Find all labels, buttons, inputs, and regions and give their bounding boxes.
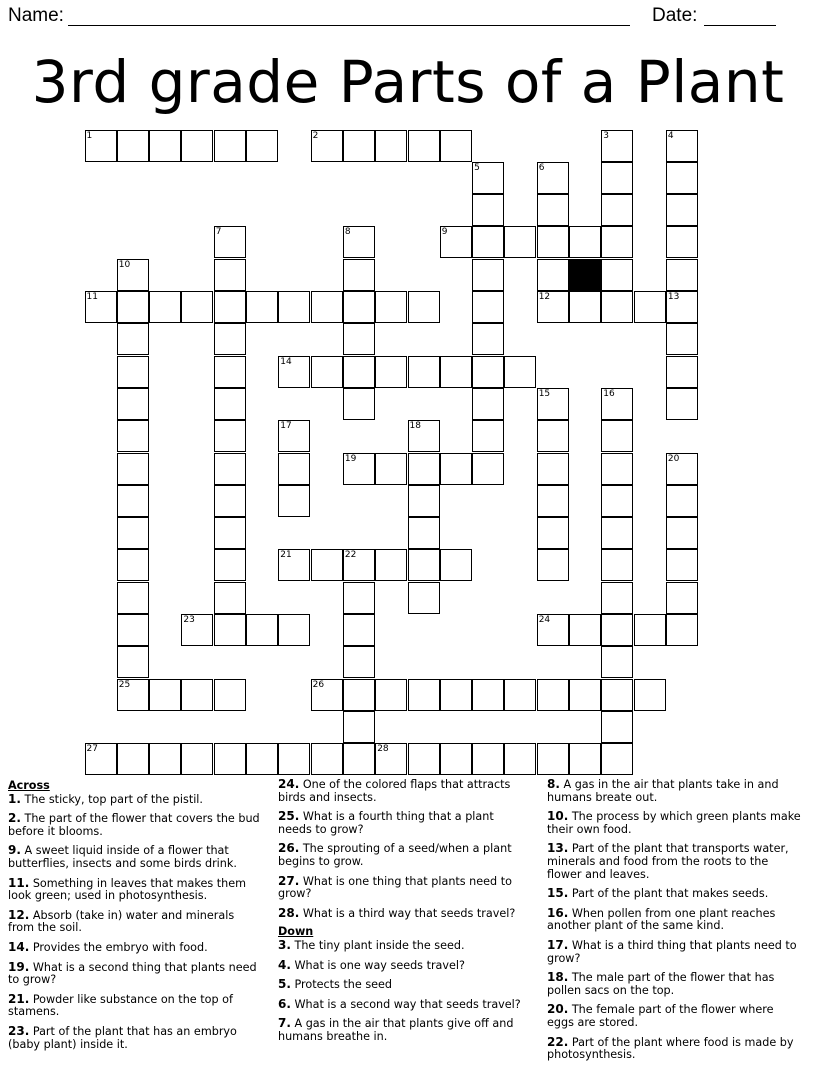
crossword-cell[interactable] (117, 388, 149, 420)
clue-item-text: Absorb (take in) water and minerals from the soil. (8, 908, 235, 935)
crossword-cell[interactable] (408, 453, 440, 485)
crossword-cell[interactable] (375, 743, 407, 775)
clue-item-number: 16. (547, 905, 569, 920)
crossword-cell[interactable] (666, 130, 698, 162)
crossword-cell[interactable] (214, 291, 246, 323)
clue-item-number: 1. (8, 791, 21, 806)
clue-item-number: 23. (8, 1023, 30, 1038)
crossword-cell[interactable] (569, 226, 601, 258)
crossword-cell[interactable] (117, 420, 149, 452)
crossword-cell[interactable] (117, 485, 149, 517)
crossword-cell[interactable] (246, 743, 278, 775)
clue-item-text: Provides the embryo with food. (32, 940, 208, 954)
crossword-cell[interactable] (214, 130, 246, 162)
crossword-cell[interactable] (601, 711, 633, 743)
crossword-cell[interactable] (601, 646, 633, 678)
crossword-cell[interactable] (472, 259, 504, 291)
crossword-cell[interactable] (472, 226, 504, 258)
clue-item-number: 3. (278, 937, 291, 952)
crossword-cell[interactable] (85, 291, 117, 323)
crossword-cell[interactable] (601, 130, 633, 162)
crossword-cell[interactable] (311, 291, 343, 323)
crossword-cell[interactable] (343, 614, 375, 646)
clue-item-number: 22. (547, 1034, 569, 1049)
crossword-cell[interactable] (343, 291, 375, 323)
crossword-cell[interactable] (214, 226, 246, 258)
crossword-cell[interactable] (408, 420, 440, 452)
crossword-cell[interactable] (181, 291, 213, 323)
crossword-cell[interactable] (214, 614, 246, 646)
section-heading: Down (278, 925, 314, 939)
clue-item-text: Part of the plant where food is made by photosynthesis. (547, 1035, 794, 1062)
clue-item-number: 5. (278, 977, 291, 992)
crossword-cell[interactable] (472, 743, 504, 775)
clue-number: 12 (538, 292, 551, 302)
clue-item (278, 778, 530, 804)
clue-number: 22 (344, 550, 357, 561)
clue-item-number: 27. (278, 873, 300, 888)
clue-item (547, 1003, 803, 1029)
crossword-cell[interactable] (278, 743, 310, 775)
crossword-cell[interactable] (408, 291, 440, 323)
crossword-cell[interactable] (601, 743, 633, 775)
crossword-cell[interactable] (472, 356, 504, 388)
section-heading: Across (8, 779, 50, 792)
crossword-cell[interactable] (537, 420, 569, 452)
crossword-cell[interactable] (537, 517, 569, 549)
clue-item (8, 1025, 260, 1051)
crossword-cell[interactable] (408, 679, 440, 711)
clue-item (8, 877, 260, 903)
crossword-cell[interactable] (601, 679, 633, 711)
crossword-cell[interactable] (117, 582, 149, 614)
clue-item (278, 842, 530, 868)
crossword-cell[interactable] (311, 356, 343, 388)
crossword-cell[interactable] (214, 323, 246, 355)
crossword-cell[interactable] (440, 130, 472, 162)
clue-number: 25 (118, 679, 131, 690)
clue-number: 14 (280, 356, 292, 367)
clue-column-1 (8, 778, 260, 1057)
crossword-cell[interactable] (278, 453, 310, 485)
crossword-cell[interactable] (311, 743, 343, 775)
clue-item-number: 13. (547, 841, 569, 856)
clue-item-number: 20. (547, 1002, 569, 1017)
clue-item-number: 15. (547, 886, 569, 901)
clue-item (8, 993, 260, 1019)
crossword-cell[interactable] (343, 646, 375, 678)
crossword-cell[interactable] (666, 356, 698, 388)
crossword-cell[interactable] (343, 130, 375, 162)
crossword-cell[interactable] (666, 549, 698, 581)
crossword-cell[interactable] (472, 194, 504, 226)
clue-item-text: What is a second thing that plants need to grow? (8, 960, 257, 987)
crossword-cell[interactable] (537, 679, 569, 711)
crossword-cell[interactable] (537, 162, 569, 194)
crossword-cell[interactable] (601, 517, 633, 549)
crossword-cell[interactable] (440, 453, 472, 485)
crossword-cell[interactable] (504, 679, 536, 711)
clue-number: 3 (603, 130, 610, 141)
crossword-cell[interactable] (601, 582, 633, 614)
clue-item (547, 971, 803, 997)
crossword-cell[interactable] (117, 130, 149, 162)
clue-item-text: A gas in the air that plants take in and humans breate out. (547, 778, 779, 804)
crossword-cell[interactable] (343, 226, 375, 258)
crossword-cell[interactable] (472, 679, 504, 711)
crossword-cell[interactable] (149, 679, 181, 711)
crossword-cell[interactable] (601, 388, 633, 420)
crossword-cell[interactable] (117, 356, 149, 388)
clue-number: 4 (667, 130, 674, 141)
clue-item-text: A sweet liquid inside of a flower that butterflies, insects and some birds drink. (8, 844, 237, 870)
crossword-cell[interactable] (214, 517, 246, 549)
crossword-cell[interactable] (181, 130, 213, 162)
crossword-cell[interactable] (149, 291, 181, 323)
crossword-cell[interactable] (181, 679, 213, 711)
crossword-cell[interactable] (504, 743, 536, 775)
crossword-cell[interactable] (343, 711, 375, 743)
clue-item (278, 1017, 530, 1043)
clue-item-text: What is a fourth thing that a plant needs to grow? (278, 810, 494, 836)
crossword-cell[interactable] (537, 226, 569, 258)
crossword-cell[interactable] (569, 743, 601, 775)
crossword-cell[interactable] (408, 549, 440, 581)
crossword-cell[interactable] (440, 549, 472, 581)
clue-number: 27 (86, 744, 98, 755)
crossword-cell[interactable] (537, 388, 569, 420)
crossword-cell[interactable] (537, 549, 569, 581)
crossword-cell[interactable] (537, 259, 569, 291)
clue-item (278, 810, 530, 836)
clue-item (547, 1036, 803, 1062)
clue-item-text: What is a second way that seeds travel? (294, 997, 521, 1011)
clue-number: 11 (86, 292, 98, 302)
crossword-cell[interactable] (504, 356, 536, 388)
clue-column-2 (278, 778, 530, 1050)
crossword-cell[interactable] (408, 517, 440, 549)
clue-number: 9 (441, 227, 448, 238)
clue-item-text: The part of the flower that covers the bud before it blooms. (8, 812, 260, 838)
crossword-cell[interactable] (601, 453, 633, 485)
crossword-cell[interactable] (666, 614, 698, 646)
clue-item-number: 17. (547, 937, 569, 952)
crossword-cell[interactable] (214, 743, 246, 775)
crossword-cell[interactable] (666, 226, 698, 258)
crossword-cell[interactable] (375, 679, 407, 711)
clue-item-text: One of the colored flaps that attracts birds and insects. (278, 778, 511, 804)
crossword-cell[interactable] (601, 614, 633, 646)
crossword-cell[interactable] (634, 614, 666, 646)
clue-item-text: The male part of the flower that has pollen sacs on the top. (547, 971, 775, 997)
clue-item (278, 907, 530, 921)
crossword-cell[interactable] (214, 582, 246, 614)
crossword-cell[interactable] (537, 743, 569, 775)
clue-item-text: A gas in the air that plants give off and humans breathe in. (278, 1017, 514, 1043)
crossword-cell[interactable] (472, 388, 504, 420)
clue-item (278, 978, 530, 992)
clue-item (547, 778, 803, 804)
crossword-cell[interactable] (666, 485, 698, 517)
crossword-cell[interactable] (537, 614, 569, 646)
crossword-cell[interactable] (440, 226, 472, 258)
crossword-cell[interactable] (343, 259, 375, 291)
crossword-cell[interactable] (375, 453, 407, 485)
clue-item-text: Part of the plant that transports water, minerals and food from the roots to the flower and leaves. (547, 842, 789, 881)
crossword-cell[interactable] (537, 291, 569, 323)
crossword-cell[interactable] (181, 614, 213, 646)
clue-number: 15 (538, 388, 551, 399)
page-title: 3rd grade Parts of a Plant (31, 48, 785, 116)
clue-item (278, 998, 530, 1012)
crossword-cell[interactable] (601, 549, 633, 581)
crossword-cell[interactable] (214, 679, 246, 711)
crossword-cell[interactable] (666, 162, 698, 194)
clue-item-text: Part of the plant that makes seeds. (571, 887, 769, 901)
crossword-cell[interactable] (343, 388, 375, 420)
clue-item-number: 11. (8, 875, 30, 890)
clue-item-text: The process by which green plants make their own food. (547, 810, 801, 836)
crossword-cell[interactable] (343, 743, 375, 775)
crossword-cell[interactable] (408, 130, 440, 162)
crossword-cell[interactable] (504, 226, 536, 258)
clue-item (8, 844, 260, 870)
clue-number: 8 (344, 227, 351, 238)
crossword-cell[interactable] (343, 549, 375, 581)
crossword-cell[interactable] (408, 356, 440, 388)
crossword-cell[interactable] (666, 259, 698, 291)
clue-number: 13 (667, 292, 680, 302)
clue-number: 28 (377, 744, 389, 755)
crossword-cell[interactable] (278, 291, 310, 323)
crossword-cell[interactable] (472, 453, 504, 485)
crossword-cell[interactable] (117, 679, 149, 711)
clue-item (547, 907, 803, 933)
clue-number: 21 (280, 550, 292, 561)
clue-item-number: 24. (278, 777, 300, 791)
crossword-cell[interactable] (634, 291, 666, 323)
crossword-cell[interactable] (246, 291, 278, 323)
crossword-cell[interactable] (85, 743, 117, 775)
clue-number: 24 (538, 615, 551, 625)
crossword-cell[interactable] (214, 356, 246, 388)
clue-item-number: 7. (278, 1016, 291, 1031)
clue-item-number: 2. (8, 811, 21, 826)
clue-item-number: 19. (8, 959, 30, 974)
clue-item-number: 6. (278, 996, 291, 1011)
crossword-cell[interactable] (601, 226, 633, 258)
crossword-cell[interactable] (85, 130, 117, 162)
crossword-cell[interactable] (149, 130, 181, 162)
crossword-cell[interactable] (278, 485, 310, 517)
clue-item-number: 28. (278, 905, 300, 920)
crossword-cell[interactable] (311, 130, 343, 162)
clue-item-number: 18. (547, 970, 569, 985)
crossword-cell[interactable] (666, 453, 698, 485)
clue-number: 1 (86, 130, 93, 141)
crossword-cell[interactable] (601, 291, 633, 323)
clue-item-text: The sticky, top part of the pistil. (24, 792, 203, 806)
crossword-cell[interactable] (278, 420, 310, 452)
crossword-cell[interactable] (117, 614, 149, 646)
clue-item-text: Something in leaves that makes them look green; used in photosynthesis. (8, 876, 247, 903)
crossword-cell[interactable] (666, 517, 698, 549)
crossword-cell[interactable] (375, 356, 407, 388)
crossword-cell[interactable] (117, 517, 149, 549)
crossword-cell[interactable] (343, 679, 375, 711)
crossword-cell[interactable] (246, 614, 278, 646)
black-cell (569, 259, 601, 291)
crossword-cell[interactable] (666, 291, 698, 323)
clue-item-number: 14. (8, 939, 30, 954)
crossword-cell[interactable] (117, 743, 149, 775)
crossword-cell[interactable] (408, 582, 440, 614)
crossword-cell[interactable] (343, 356, 375, 388)
clue-item-number: 10. (547, 809, 569, 824)
clue-item (8, 961, 260, 987)
clue-item (547, 939, 803, 965)
crossword-cell[interactable] (117, 259, 149, 291)
crossword-cell[interactable] (472, 162, 504, 194)
crossword-cell[interactable] (343, 323, 375, 355)
clue-item-text: The female part of the flower where eggs are stored. (547, 1003, 774, 1029)
crossword-cell[interactable] (440, 679, 472, 711)
crossword-cell[interactable] (246, 130, 278, 162)
crossword-cell[interactable] (472, 420, 504, 452)
crossword-cell[interactable] (666, 582, 698, 614)
clue-number: 26 (312, 679, 325, 690)
crossword-cell[interactable] (117, 646, 149, 678)
clue-item-text: What is a third way that seeds travel? (302, 906, 516, 920)
clue-item-text: What is one thing that plants need to grow? (278, 874, 512, 901)
crossword-cell[interactable] (311, 549, 343, 581)
clue-item (8, 941, 260, 955)
clue-number: 17 (280, 421, 292, 432)
crossword-cell[interactable] (601, 420, 633, 452)
clue-item (278, 875, 530, 901)
clue-number: 2 (312, 130, 319, 141)
crossword-cell[interactable] (117, 549, 149, 581)
crossword-cell[interactable] (440, 743, 472, 775)
crossword-cell[interactable] (666, 194, 698, 226)
clue-item-text: What is a third thing that plants need to grow? (547, 938, 797, 965)
crossword-cell[interactable] (375, 130, 407, 162)
crossword-cell[interactable] (472, 323, 504, 355)
date-label: Date: (652, 5, 698, 26)
clue-item-text: Protects the seed (294, 978, 393, 992)
crossword-cell[interactable] (343, 582, 375, 614)
clue-number: 18 (409, 421, 421, 432)
clue-item-text: The tiny plant inside the seed. (294, 938, 465, 952)
crossword-cell[interactable] (214, 388, 246, 420)
clue-item (278, 959, 530, 973)
clue-number: 23 (183, 615, 195, 625)
crossword-cell[interactable] (278, 614, 310, 646)
clue-item-text: What is one way seeds travel? (294, 958, 465, 972)
crossword-cell[interactable] (117, 453, 149, 485)
clue-number: 7 (215, 227, 222, 238)
crossword-cell[interactable] (278, 549, 310, 581)
clue-item-text: Part of the plant that has an embryo (baby plant) inside it. (8, 1024, 237, 1051)
crossword-cell[interactable] (343, 453, 375, 485)
clue-item (547, 810, 803, 836)
crossword-cell[interactable] (214, 453, 246, 485)
crossword-cell[interactable] (569, 291, 601, 323)
crossword-cell[interactable] (537, 194, 569, 226)
crossword-cell[interactable] (214, 485, 246, 517)
clue-item-number: 21. (8, 991, 30, 1006)
crossword-cell[interactable] (214, 549, 246, 581)
clue-item (547, 887, 803, 901)
crossword-cell[interactable] (666, 388, 698, 420)
clue-item-number: 8. (547, 777, 560, 791)
crossword-cell[interactable] (375, 291, 407, 323)
clue-item-number: 4. (278, 957, 291, 972)
crossword-cell[interactable] (601, 259, 633, 291)
crossword-cell[interactable] (440, 356, 472, 388)
clue-item (8, 793, 260, 807)
crossword-cell[interactable] (537, 485, 569, 517)
clue-item (278, 939, 530, 953)
clue-number: 5 (474, 162, 480, 173)
crossword-cell[interactable] (601, 485, 633, 517)
clue-item-text: The sprouting of a seed/when a plant begins to grow. (278, 842, 512, 868)
crossword-cell[interactable] (569, 679, 601, 711)
clue-number: 16 (603, 388, 615, 399)
crossword-cell[interactable] (601, 194, 633, 226)
crossword-cell[interactable] (278, 356, 310, 388)
clue-item-number: 9. (8, 843, 21, 858)
clue-item-text: Powder like substance on the top of stamens. (8, 992, 233, 1019)
crossword-cell[interactable] (569, 614, 601, 646)
clue-number: 10 (118, 259, 131, 270)
crossword-cell[interactable] (181, 743, 213, 775)
crossword-cell[interactable] (537, 453, 569, 485)
clue-number: 6 (538, 162, 545, 173)
crossword-cell[interactable] (601, 162, 633, 194)
crossword-cell[interactable] (634, 679, 666, 711)
clue-item (8, 909, 260, 935)
crossword-cell[interactable] (311, 679, 343, 711)
clue-column-3 (547, 778, 803, 1068)
clue-item-number: 26. (278, 841, 300, 856)
clue-item-number: 12. (8, 907, 30, 922)
clue-item-number: 25. (278, 809, 300, 824)
crossword-cell[interactable] (117, 291, 149, 323)
crossword-cell[interactable] (472, 291, 504, 323)
clue-number: 19 (344, 453, 357, 464)
crossword-cell[interactable] (149, 743, 181, 775)
crossword-cell[interactable] (666, 323, 698, 355)
clue-item-text: When pollen from one plant reaches another plant of the same kind. (547, 906, 776, 933)
crossword-cell[interactable] (408, 743, 440, 775)
name-label: Name: (8, 5, 64, 26)
clue-item (547, 842, 803, 881)
clue-number: 20 (667, 453, 680, 464)
crossword-cell[interactable] (375, 549, 407, 581)
crossword-cell[interactable] (408, 485, 440, 517)
crossword-cell[interactable] (214, 420, 246, 452)
crossword-cell[interactable] (214, 259, 246, 291)
crossword-cell[interactable] (117, 323, 149, 355)
clue-item (8, 812, 260, 838)
